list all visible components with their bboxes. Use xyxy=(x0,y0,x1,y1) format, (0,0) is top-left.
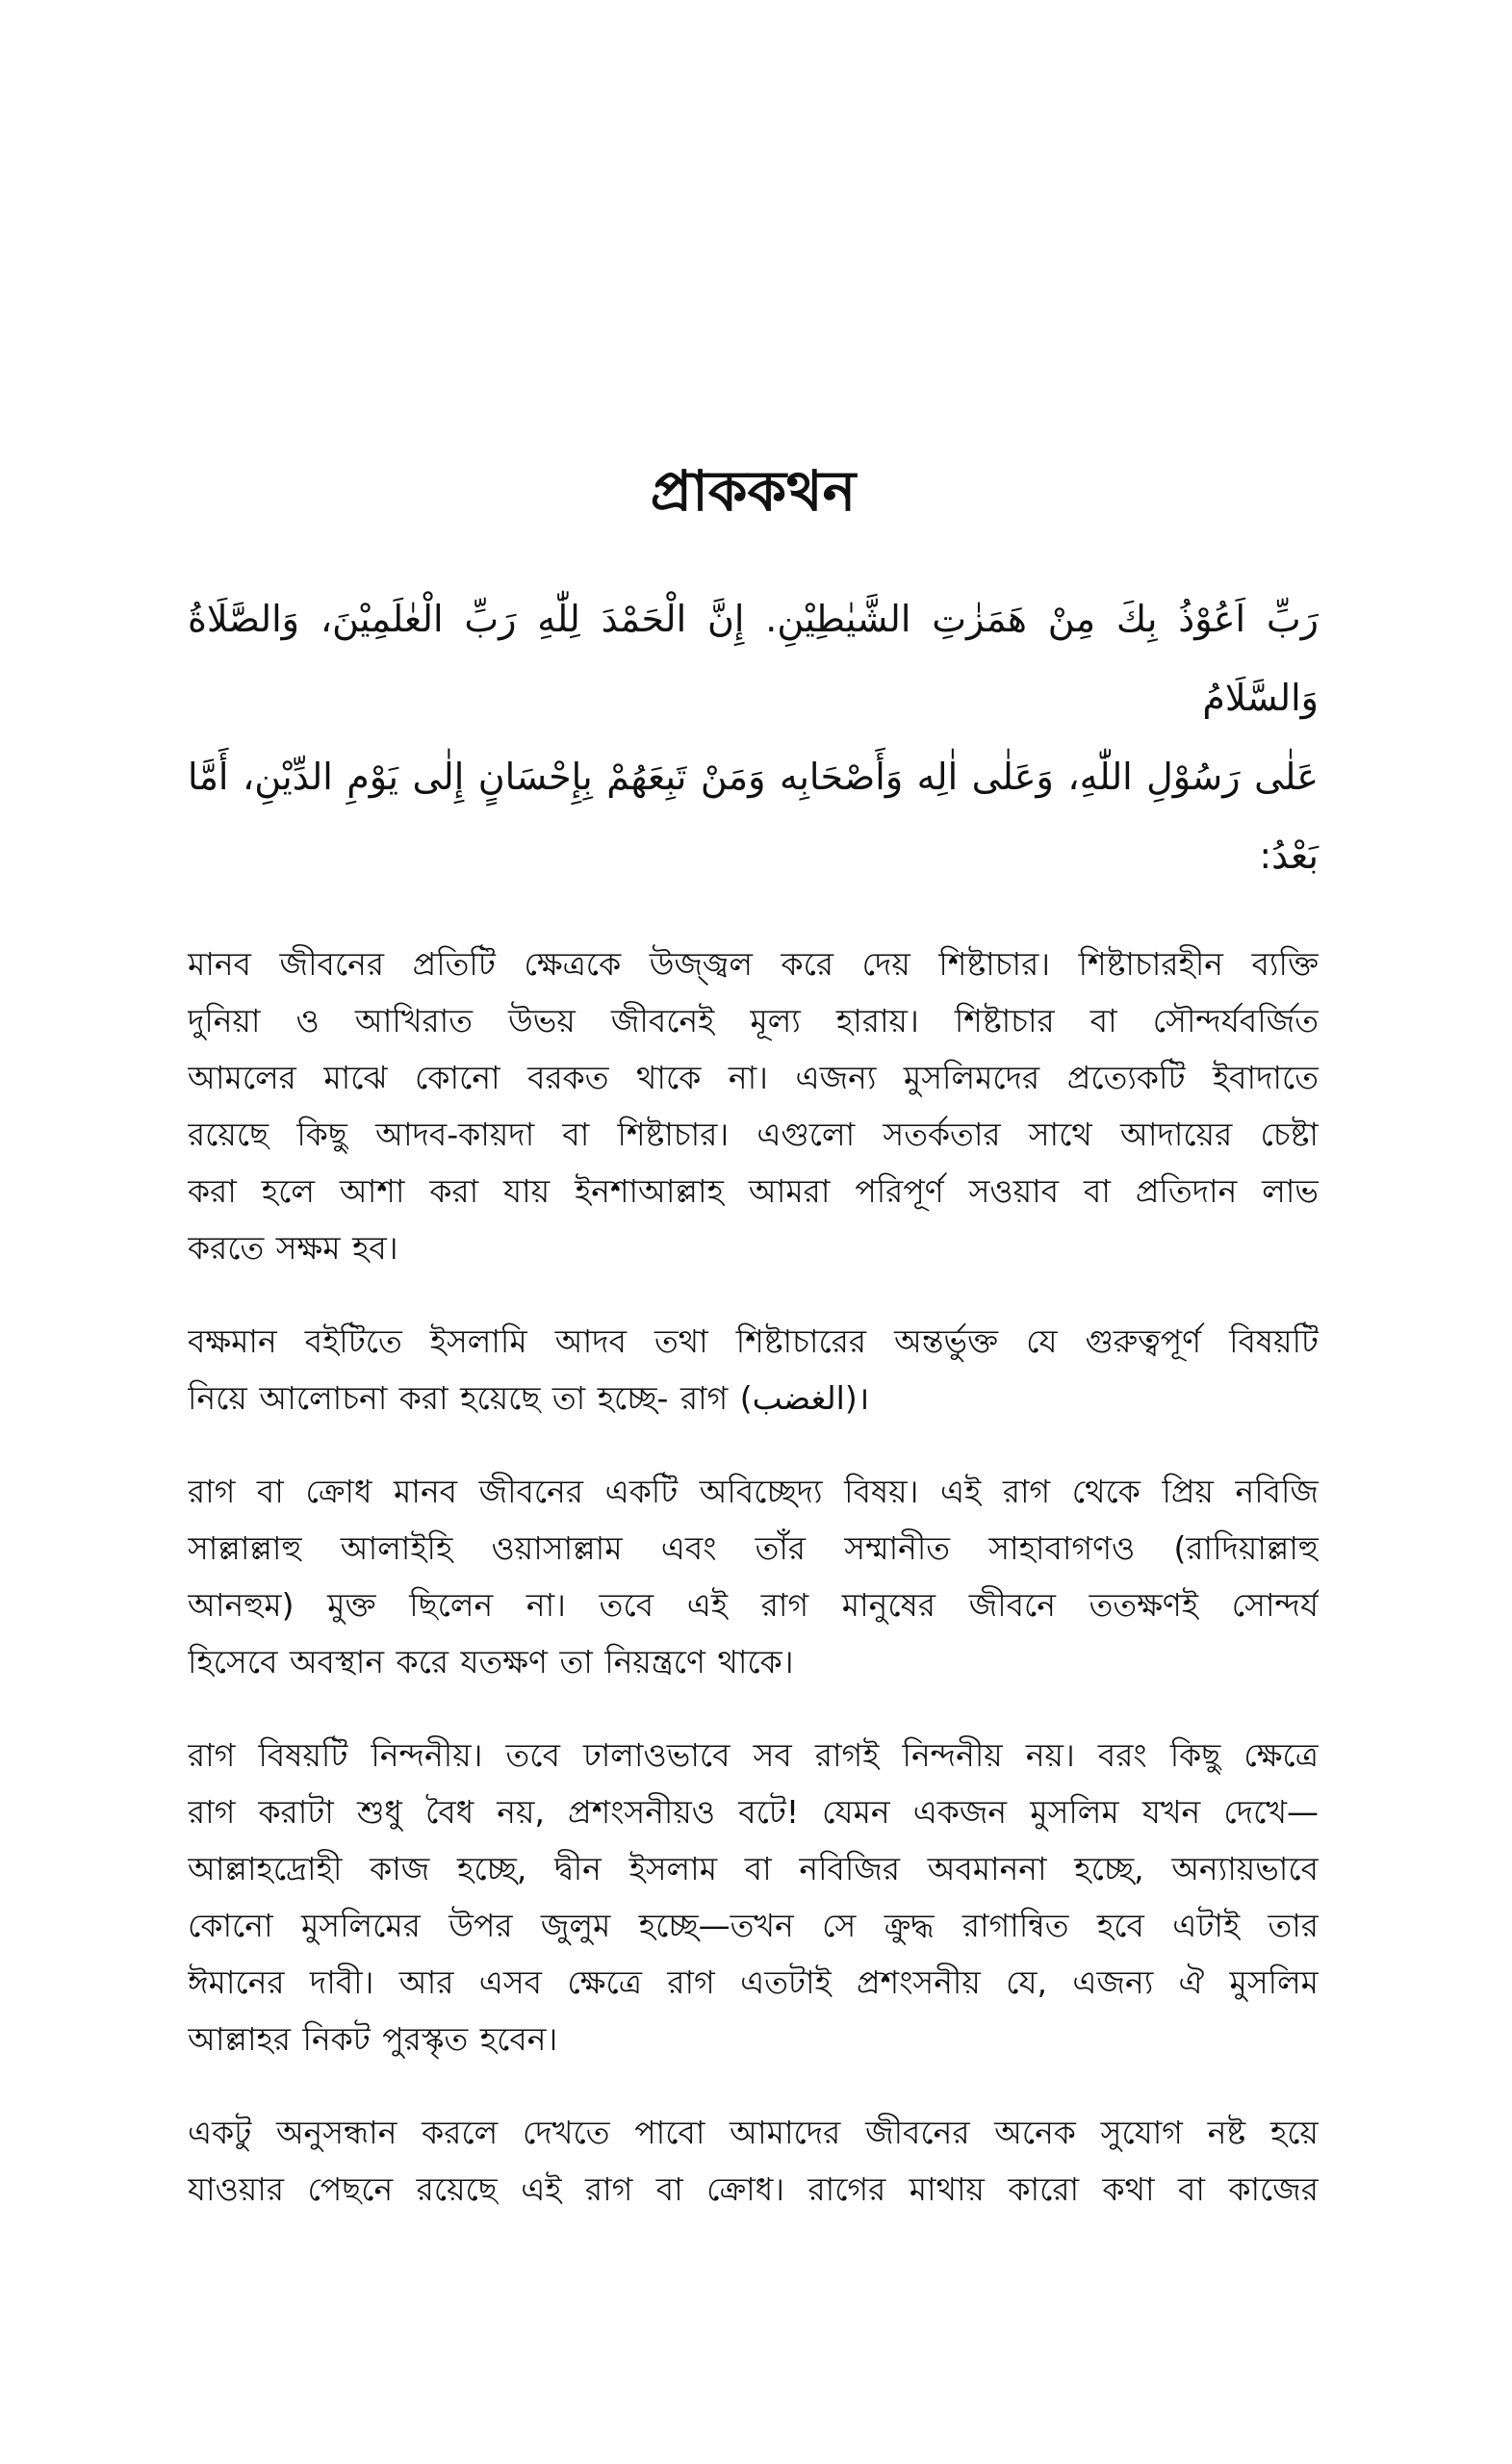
paragraph-3-line-3: আনহুম) মুক্ত ছিলেন না। তবে এই রাগ মানুষের জীবনে ততক্ষণই সোন্দর্য xyxy=(188,1586,1319,1624)
paragraph-5-line-2: যাওয়ার পেছনে রয়েছে এই রাগ বা ক্রোধ। রাগের মাথায় কারো কথা বা কাজের xyxy=(188,2170,1319,2208)
paragraph-1-line-3: আমলের মাঝে কোনো বরকত থাকে না। এজন্য মুসলিমদের প্রত্যেকটি ইবাদাতে xyxy=(188,1059,1319,1096)
paragraph-1-line-4: রয়েছে কিছু আদব-কায়দা বা শিষ্টাচার। এগুলো সতর্কতার সাথে আদায়ের চেষ্টা xyxy=(188,1116,1319,1153)
paragraph-2-line-2-text: নিয়ে আলোচনা করা হয়েছে তা হচ্ছে- রাগ ( xyxy=(188,1379,753,1417)
paragraph-3-line-1: রাগ বা ক্রোধ মানব জীবনের একটি অবিচ্ছেদ্য বিষয়। এই রাগ থেকে প্রিয় নবিজি xyxy=(188,1473,1319,1510)
paragraph-2-line-2-end: )। xyxy=(844,1379,870,1417)
paragraph-3-line-2: সাল্লাল্লাহু আলাইহি ওয়াসাল্লাম এবং তাঁর সম্মানীত সাহাবাগণও (রাদিয়াল্লাহু xyxy=(188,1529,1319,1567)
paragraph-2 xyxy=(188,1313,1319,1426)
paragraph-5-line-1: একটু অনুসন্ধান করলে দেখতে পাবো আমাদের জীবনের অনেক সুযোগ নষ্ট হয়ে xyxy=(188,2114,1319,2151)
paragraph-2-line-1: বক্ষমান বইটিতে ইসলামি আদব তথা শিষ্টাচারের অন্তর্ভুক্ত যে গুরুত্বপূর্ণ বিষয়টি xyxy=(188,1322,1319,1360)
arabic-opening-dua xyxy=(188,579,1319,895)
page-title: প্রাককথন xyxy=(650,458,857,524)
paragraph-1-line-1: মানব জীবনের প্রতিটি ক্ষেত্রকে উজ্জ্বল করে দেয় শিষ্টাচার। শিষ্টাচারহীন ব্যক্তি xyxy=(188,945,1319,983)
paragraph-3 xyxy=(188,1463,1319,1690)
paragraph-2-line-2 xyxy=(188,1370,1319,1426)
paragraph-1 xyxy=(188,936,1319,1276)
paragraph-1-line-6: করতে সক্ষম হব। xyxy=(188,1229,398,1267)
paragraph-4-line-1: রাগ বিষয়টি নিন্দনীয়। তবে ঢালাওভাবে সব রাগই নিন্দনীয় নয়। বরং কিছু ক্ষেত্রে xyxy=(188,1736,1319,1774)
arabic-term-al-ghadab: الغضب xyxy=(752,1379,845,1417)
paragraph-4-line-5: ঈমানের দাবী। আর এসব ক্ষেত্রে রাগ এতটাই প্রশংসনীয় যে, এজন্য ঐ মুসলিম xyxy=(188,1964,1319,2001)
paragraph-1-line-2: দুনিয়া ও আখিরাত উভয় জীবনেই মূল্য হারায়। শিষ্টাচার বা সৌন্দর্যবর্জিত xyxy=(188,1002,1319,1040)
paragraph-4-line-2: রাগ করাটা শুধু বৈধ নয়, প্রশংসনীয়ও বটে! যেমন একজন মুসলিম যখন দেখে— xyxy=(188,1793,1319,1831)
paragraph-4-line-4: কোনো মুসলিমের উপর জুলুম হচ্ছে—তখন সে ক্রুদ্ধ রাগান্বিত হবে এটাই তার xyxy=(188,1907,1319,1944)
paragraph-5 xyxy=(188,2104,1319,2218)
paragraph-4-line-6: আল্লাহর নিকট পুরস্কৃত হবেন। xyxy=(188,2020,558,2058)
page-content xyxy=(188,452,1319,2254)
paragraph-4 xyxy=(188,1727,1319,2067)
paragraph-1-line-5: করা হলে আশা করা যায় ইনশাআল্লাহ আমরা পরিপূর্ণ সওয়াব বা প্রতিদান লাভ xyxy=(188,1172,1319,1210)
paragraph-4-line-3: আল্লাহদ্রোহী কাজ হচ্ছে, দ্বীন ইসলাম বা নবিজির অবমাননা হচ্ছে, অন্যায়ভাবে xyxy=(188,1850,1319,1887)
arabic-line-1: رَبِّ اَعُوْذُ بِكَ مِنْ هَمَزٰتِ الشَّيٰطِيْنِ. إِنَّ الْحَمْدَ لِلّٰهِ رَبِّ الْعٰلَمِيْنَ، وَالصَّلَاةُ وَالسَّلَامُ xyxy=(188,598,1319,719)
paragraph-3-line-4: হিসেবে অবস্থান করে যতক্ষণ তা নিয়ন্ত্রণে থাকে। xyxy=(188,1643,794,1681)
arabic-line-2: عَلٰى رَسُوْلِ اللّٰهِ، وَعَلٰى اٰلِه وَأَصْحَابِه وَمَنْ تَبِعَهُمْ بِإِحْسَانٍ إِلٰى يَوْمِ الدِّيْنِ، أَمَّا بَعْدُ: xyxy=(188,756,1319,877)
